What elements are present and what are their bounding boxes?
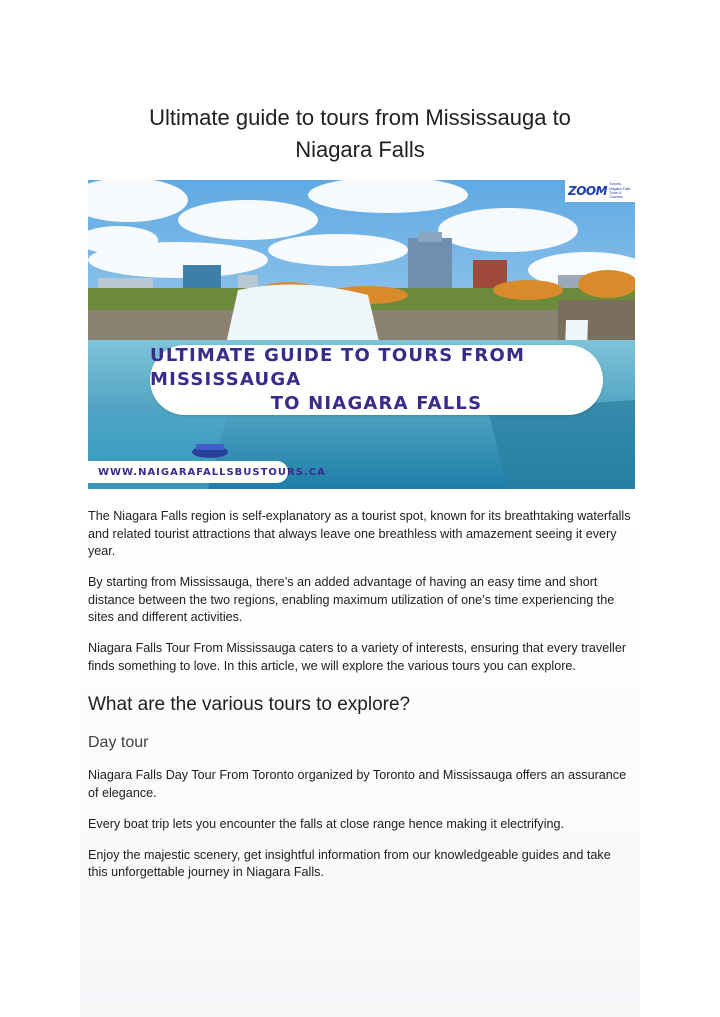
logo-tagline: Toronto, Niagara Falls Tours & Charters	[609, 182, 631, 200]
day-tour-paragraph-3: Enjoy the majestic scenery, get insightful information from our knowledgeable guides and take this unforgettable journey in Niagara Falls.	[88, 847, 611, 879]
logo-wordmark: ZOOM	[568, 184, 608, 198]
day-tour-paragraph-1: Niagara Falls Day Tour From Toronto organized by Toronto and Mississauga offers an assurance of elegance.	[88, 768, 627, 800]
title-line-2: Niagara Falls	[295, 137, 425, 162]
hero-website-url	[88, 461, 326, 483]
subsection-heading-day-tour: Day tour	[88, 734, 149, 751]
intro-paragraph-3: Niagara Falls Tour From Mississauga caters to a variety of interests, ensuring that every traveller finds something to love. In this article, we will explore the various tours you can explore.	[88, 641, 627, 673]
niagara-falls-illustration	[88, 180, 635, 489]
hero-banner-line-2: TO NIAGARA FALLS	[270, 393, 483, 414]
title-line-1: Ultimate guide to tours from Mississauga to	[149, 105, 571, 130]
tour-boat	[192, 444, 228, 458]
section-heading-tours: What are the various tours to explore?	[88, 694, 411, 715]
intro-paragraph-1: The Niagara Falls region is self-explanatory as a tourist spot, known for its breathtaking waterfalls and related tourist attractions that always leave one breathless with amazement seeing it every year.	[88, 509, 631, 558]
hero-title-banner	[150, 345, 603, 415]
hero-image	[88, 180, 635, 489]
zoom-tours-logo	[565, 180, 635, 202]
article-body	[88, 508, 633, 895]
hero-url-text: WWW.NAIGARAFALLSBUSTOURS.CA	[98, 466, 326, 478]
page-title	[100, 102, 620, 166]
day-tour-paragraph-2: Every boat trip lets you encounter the falls at close range hence making it electrifying.	[88, 816, 565, 831]
hero-banner-line-1: ULTIMATE GUIDE TO TOURS FROM MISSISSAUGA	[150, 345, 526, 390]
intro-paragraph-2: By starting from Mississauga, there’s an added advantage of having an easy time and short distance between the two regions, enabling maximum utilization of one’s time experiencing the sites and different activities.	[88, 575, 615, 624]
